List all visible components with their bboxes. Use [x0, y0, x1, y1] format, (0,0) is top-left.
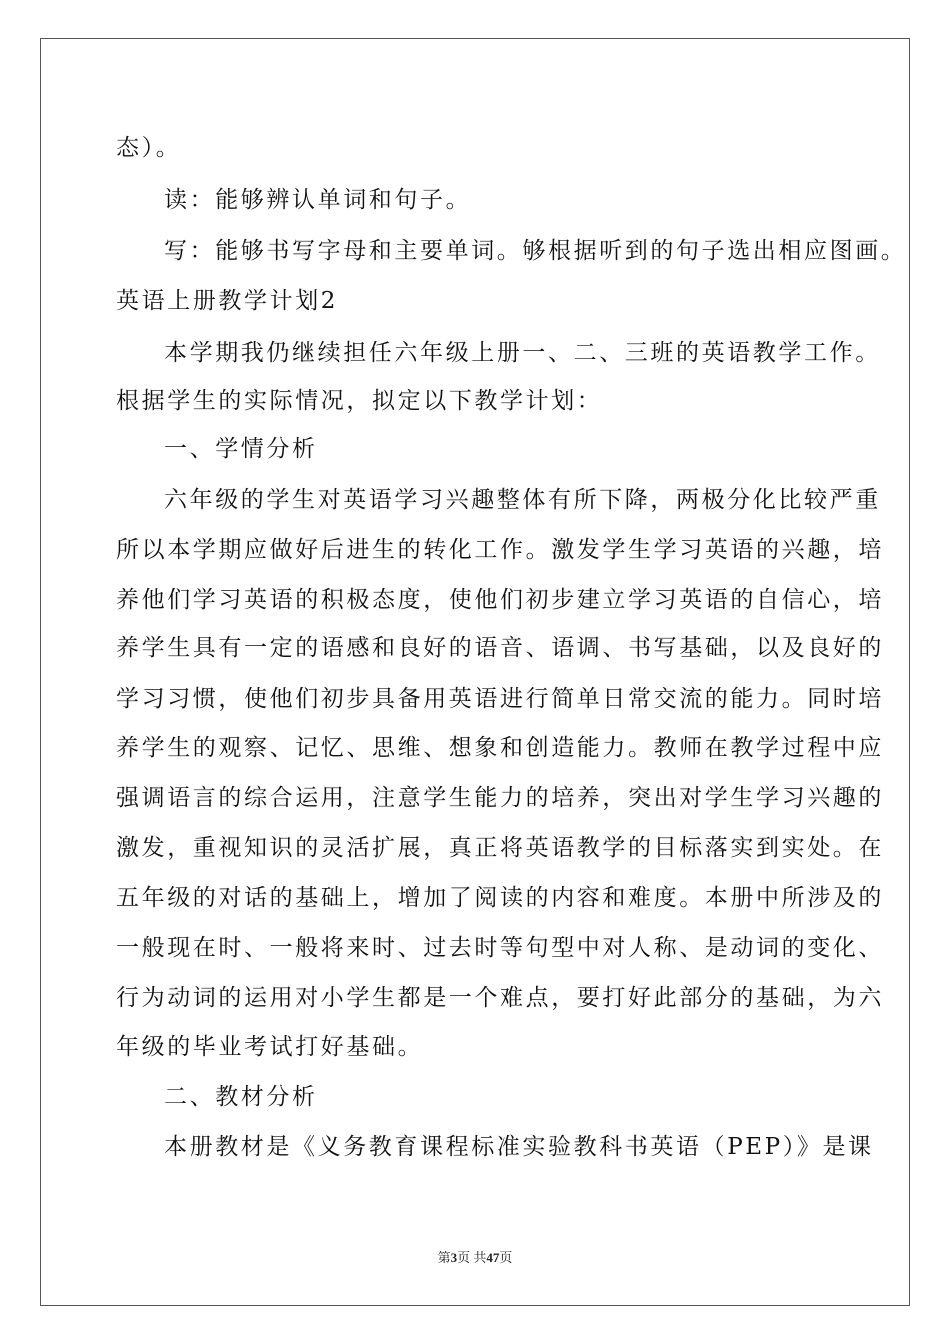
footer-suffix: 页: [499, 1250, 513, 1265]
text-line: 本学期我仍继续担任六年级上册一、二、三班的英语教学工作。: [164, 340, 881, 366]
page-footer: [0, 1247, 950, 1266]
text-line: 读：能够辨认单词和句子。: [164, 187, 472, 213]
text-line: 六年级的学生对英语学习兴趣整体有所下降，两极分化比较严重: [164, 487, 881, 513]
page-border: [40, 38, 910, 1306]
text-line: 行为动词的运用对小学生都是一个难点，要打好此部分的基础，为六: [116, 985, 884, 1011]
text-line: 学习习惯，使他们初步具备用英语进行简单日常交流的能力。同时培: [116, 686, 884, 712]
text-line: 年级的毕业考试打好基础。: [116, 1034, 424, 1060]
footer-prefix: 第: [437, 1250, 451, 1265]
subheading: 一、学情分析: [164, 436, 318, 462]
text-line: 态）。: [116, 135, 182, 161]
text-line: 五年级的对话的基础上，增加了阅读的内容和难度。本册中所涉及的: [116, 885, 884, 911]
text-line: 根据学生的实际情况，拟定以下教学计划：: [116, 388, 603, 414]
text-line: 一般现在时、一般将来时、过去时等句型中对人称、是动词的变化、: [116, 935, 884, 961]
total-page-number: 47: [486, 1250, 500, 1265]
subheading: 二、教材分析: [164, 1084, 318, 1110]
section-heading: 英语上册教学计划2: [116, 288, 339, 314]
current-page-number: 3: [450, 1250, 458, 1265]
text-line: 强调语言的综合运用，注意学生能力的培养，突出对学生学习兴趣的: [116, 785, 884, 811]
text-line: 激发，重视知识的灵活扩展，真正将英语教学的目标落实到实处。在: [116, 835, 884, 861]
text-line: 本册教材是《义务教育课程标准实验教科书英语（PEP）》是课: [164, 1134, 874, 1160]
text-line: 写：能够书写字母和主要单词。够根据听到的句子选出相应图画。: [164, 238, 907, 264]
text-line: 所以本学期应做好后进生的转化工作。激发学生学习英语的兴趣，培: [116, 537, 884, 563]
footer-mid: 页 共: [457, 1250, 487, 1265]
text-line: 养学生具有一定的语感和良好的语音、语调、书写基础，以及良好的: [116, 635, 884, 661]
text-line: 养他们学习英语的积极态度，使他们初步建立学习英语的自信心，培: [116, 587, 884, 613]
text-line: 养学生的观察、记忆、思维、想象和创造能力。教师在教学过程中应: [116, 735, 884, 761]
